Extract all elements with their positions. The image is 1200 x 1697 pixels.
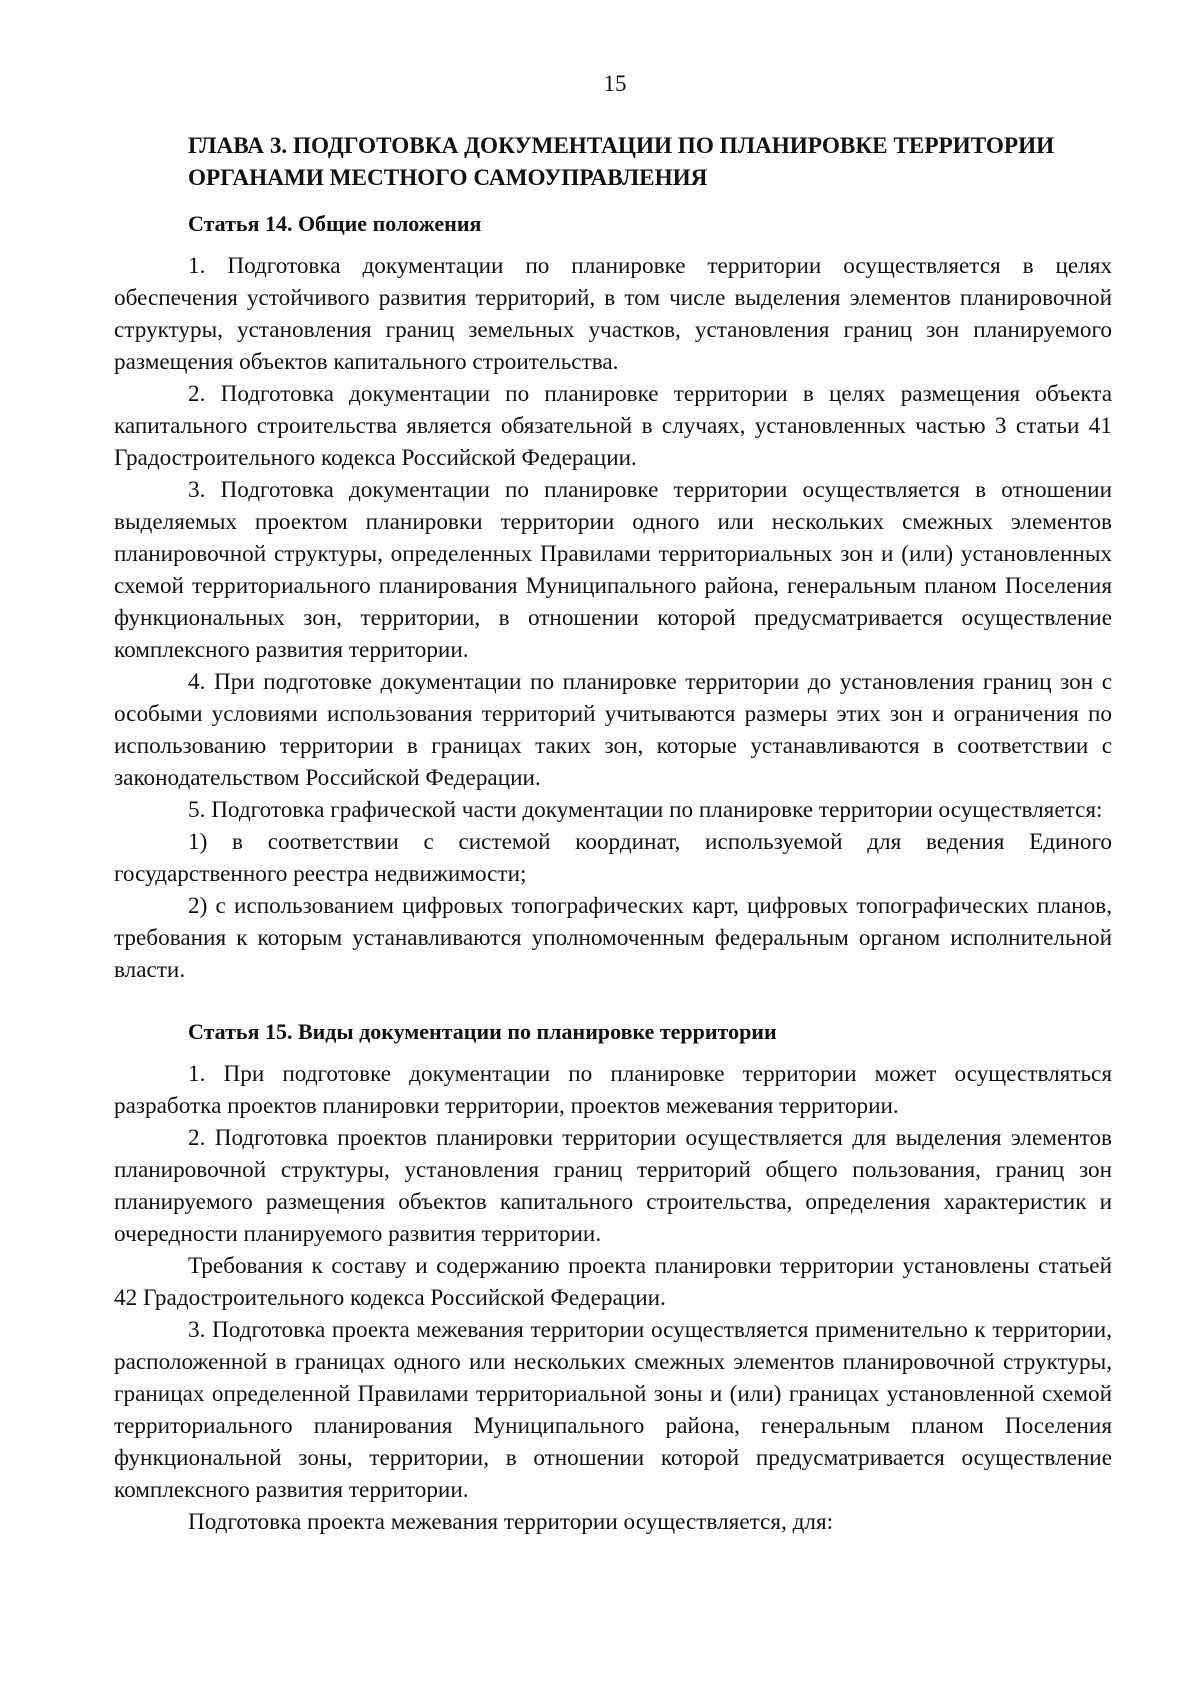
chapter-title-line-2: ОРГАНАМИ МЕСТНОГО САМОУПРАВЛЕНИЯ — [188, 165, 708, 191]
article-14-item-2: 2) с использованием цифровых топографических карт, цифровых топографических планов, требования к которым устанавливаются уполномоченным федеральным органом исполнительной власти. — [114, 893, 1112, 983]
chapter-title — [114, 130, 1112, 194]
article-15-paragraph-4: Подготовка проекта межевания территории осуществляется, для: — [188, 1509, 834, 1535]
page-content — [114, 130, 1112, 1538]
article-14-item-1: 1) в соответствии с системой координат, используемой для ведения Единого государственного реестра недвижимости; — [114, 829, 1112, 887]
article-14-paragraph-3: 3. Подготовка документации по планировке территории осуществляется в отношении выделяемых проектом планировки территории одного или нескольких смежных элементов планировочной структуры, определенных Правилами территориальных зон и (или) установленных схемой территориального планирования Муниципального района, генеральным планом Поселения функциональных зон, территории, в отношении которой предусматривается осуществление комплексного развития территории. — [114, 477, 1112, 663]
article-14-paragraph-5: 5. Подготовка графической части документации по планировке территории осуществляется: — [188, 797, 1103, 823]
chapter-title-line-1: ГЛАВА 3. ПОДГОТОВКА ДОКУМЕНТАЦИИ ПО ПЛАНИРОВКЕ ТЕРРИТОРИИ — [188, 133, 1055, 159]
article-15-paragraph-1: 1. При подготовке документации по планировке территории может осуществляться разработка проектов планировки территории, проектов межевания территории. — [114, 1061, 1112, 1119]
article-14-paragraph-2: 2. Подготовка документации по планировке территории в целях размещения объекта капитального строительства является обязательной в случаях, установленных частью 3 статьи 41 Градостроительного кодекса Российской Федерации. — [114, 381, 1112, 471]
article-15-paragraph-2: 2. Подготовка проектов планировки территории осуществляется для выделения элементов планировочной структуры, установления границ территорий общего пользования, границ зон планируемого размещения объектов капитального строительства, определения характеристик и очередности планируемого развития территории. — [114, 1125, 1112, 1247]
page-number: 15 — [603, 71, 627, 96]
article-14-paragraph-4: 4. При подготовке документации по планировке территории до установления границ зон с особыми условиями использования территорий учитываются размеры этих зон и ограничения по использованию территории в границах таких зон, которые устанавливаются в соответствии с законодательством Российской Федерации. — [114, 669, 1112, 791]
article-15-paragraph-3: 3. Подготовка проекта межевания территории осуществляется применительно к территории, расположенной в границах одного или нескольких смежных элементов планировочной структуры, границах определенной Правилами территориальной зоны и (или) границах установленной схемой территориального планирования Муниципального района, генеральным планом Поселения функциональной зоны, территории, в отношении которой предусматривается осуществление комплексного развития территории. — [114, 1317, 1112, 1503]
article-14-paragraph-1: 1. Подготовка документации по планировке территории осуществляется в целях обеспечения устойчивого развития территорий, в том числе выделения элементов планировочной структуры, установления границ земельных участков, установления границ зон планируемого размещения объектов капитального строительства. — [114, 253, 1112, 375]
article-14-title: Статья 14. Общие положения — [188, 211, 482, 236]
article-15-paragraph-requirements: Требования к составу и содержанию проекта планировки территории установлены статьей 42 Градостроительного кодекса Российской Федерации. — [114, 1253, 1112, 1311]
article-15-title: Статья 15. Виды документации по планировке территории — [188, 1019, 777, 1044]
